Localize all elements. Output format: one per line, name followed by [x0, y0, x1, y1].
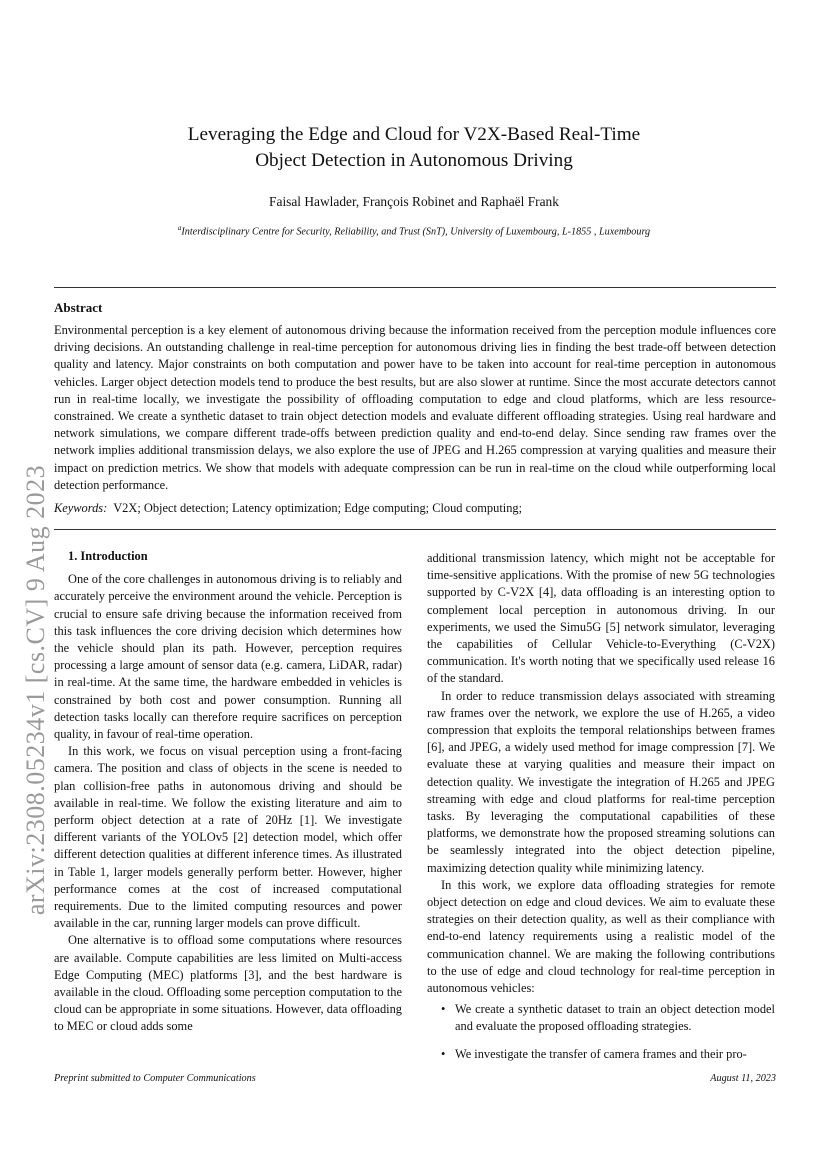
top-rule	[54, 287, 776, 288]
keywords	[54, 501, 522, 516]
section-heading: 1. Introduction	[68, 549, 148, 563]
list-item: • We create a synthetic dataset to train an object detection model and evaluate the proposed offloading strategies.	[427, 1001, 775, 1035]
arxiv-watermark: arXiv:2308.05234v1 [cs.CV] 9 Aug 2023	[21, 464, 50, 916]
footer-journal: Preprint submitted to Computer Communications	[54, 1073, 256, 1084]
paragraph: In this work, we explore data offloading strategies for remote object detection on edge and cloud devices. We aim to evaluate these strategies on their detection quality, as well as their compliance with end-to-end latency requirements using a realistic model of the communication channel. We are making the following contributions to the use of edge and cloud technology for real-time perception in autonomous vehicles:	[427, 877, 775, 996]
paragraph: In this work, we focus on visual perception using a front-facing camera. The position and class of objects in the scene is needed to plan collision-free paths in autonomous driving and should be available in real-time. We follow the existing literature and aim to perform object detection at a rate of 20Hz [1]. We investigate different variants of the YOLOv5 [2] detection model, which offer different detection qualities at different inference times. As illustrated in Table 1, larger models generally perform better. However, higher performance comes at the cost of increased computational requirements. Due to the limited computing resources and power available in the car, running larger models can prove difficult.	[54, 744, 402, 931]
left-column	[54, 548, 402, 1036]
affiliation	[0, 224, 828, 237]
title-line-2: Object Detection in Autonomous Driving	[255, 150, 573, 171]
affiliation-text: Interdisciplinary Centre for Security, Reliability, and Trust (SnT), University of Luxembourg, L-1855 , Luxembourg	[181, 226, 651, 238]
list-item: • We investigate the transfer of camera frames and their pro-	[427, 1046, 775, 1063]
authors: Faisal Hawlader, François Robinet and Raphaël Frank	[269, 194, 559, 209]
paragraph: One of the core challenges in autonomous driving is to reliably and accurately perceive the environment around the vehicle. Perception is crucial to ensure safe driving because the information received from this task influences the core driving decision which determines how the vehicle should plan its path. However, perception requires processing a large amount of sensor data (e.g. camera, LiDAR, radar) in real-time. At the same time, the hardware embedded in vehicles is constrained by both cost and power consumption. Running all detection tasks locally can therefore require sacrifices on perception quality, in favour of real-time operation.	[54, 572, 402, 742]
abstract-heading: Abstract	[54, 300, 103, 315]
keywords-label: Keywords:	[54, 501, 108, 515]
footer-date: August 11, 2023	[710, 1073, 776, 1084]
paragraph: One alternative is to offload some computations where resources are available. Compute capabilities are less limited on Multi-access Edge Computing (MEC) platforms [3], and the best hardware is available in the cloud. Offloading some perception computation to the cloud can be appropriate in some situations. However, data offloading to MEC or cloud adds some	[54, 933, 402, 1034]
paragraph: In order to reduce transmission delays associated with streaming raw frames over the network, we explore the use of H.265, a video compression that exploits the temporal relationships between frames [6], and JPEG, a widely used method for image compression [7]. We evaluate these at varying qualities and measure their impact on detection quality. We investigate the integration of H.265 and JPEG streaming with edge and cloud platforms for real-time perception tasks. By leveraging the computational capabilities of these platforms, we demonstrate how the proposed streaming solutions can be seamlessly integrated into the object detection pipeline, maximizing detection quality while minimizing latency.	[427, 688, 775, 875]
paper-title	[0, 122, 828, 174]
keywords-text: V2X; Object detection; Latency optimization; Edge computing; Cloud computing;	[113, 501, 523, 515]
abstract-bottom-rule	[54, 529, 776, 530]
affiliation-mark: a	[177, 224, 182, 232]
contribution-list	[427, 1001, 775, 1063]
abstract-text: Environmental perception is a key element of autonomous driving because the information received from the perception module influences core driving decisions. An outstanding challenge in real-time perception for autonomous driving lies in finding the best trade-off between detection quality and latency. Major constraints on both computation and power have to be taken into account for real-time perception in autonomous vehicles. Larger object detection models tend to produce the best results, but are also slower at runtime. Since the most accurate detectors cannot run in real-time locally, we investigate the possibility of offloading computation to edge and cloud platforms, which are less resource-constrained. We create a synthetic dataset to train object detection models and evaluate different offloading strategies. Using real hardware and network simulations, we compare different trade-offs between prediction quality and end-to-end delay. Since sending raw frames over the network implies additional transmission delays, we also explore the use of JPEG and H.265 compression at varying qualities and measure their impact on prediction metrics. We show that models with adequate compression can be run in real-time on the cloud while outperforming local detection performance.	[54, 323, 776, 492]
paragraph: additional transmission latency, which might not be acceptable for time-sensitive applications. With the promise of new 5G technologies supported by C-V2X [4], data offloading is an interesting option to complement local perception in autonomous driving. In our experiments, we used the Simu5G [5] network simulator, leveraging the capabilities of Cellular Vehicle-to-Everything (C-V2X) communication. It's worth noting that we specifically used release 16 of the standard.	[427, 551, 775, 686]
title-line-1: Leveraging the Edge and Cloud for V2X-Based Real-Time	[187, 124, 641, 145]
right-column	[427, 550, 775, 1073]
